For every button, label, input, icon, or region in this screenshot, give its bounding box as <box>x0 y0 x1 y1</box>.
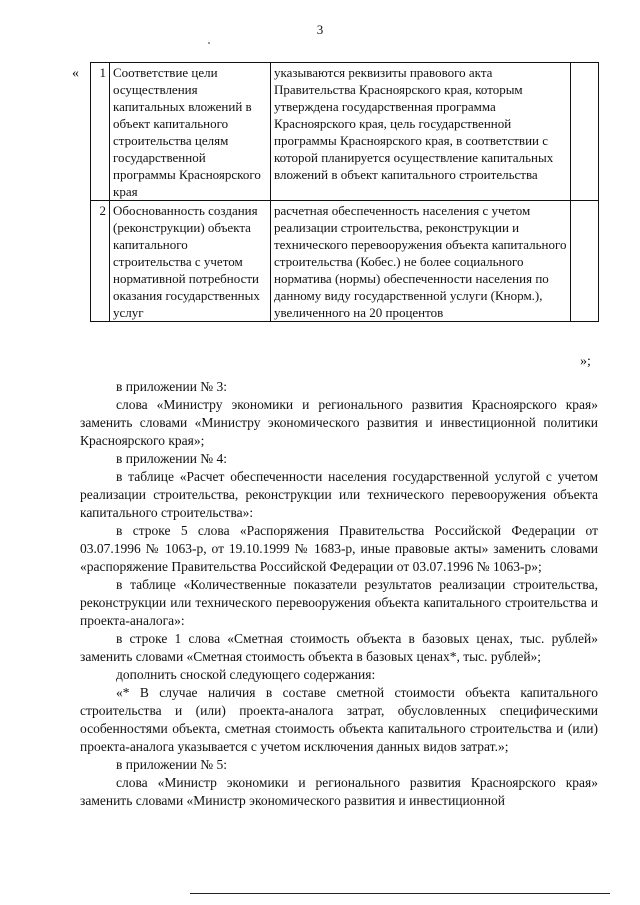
table-row <box>91 201 599 322</box>
paragraph: в строке 5 слова «Распоряжения Правительства Российской Федерации от 03.07.1996 № 1063-р, от 19.10.1999 № 1683-р, иные правовые акты» заменить словами «распоряжение Правительства Российской Федерации от 03.07.1996 № 1063-р»; <box>80 523 598 574</box>
table-row <box>91 63 599 201</box>
criterion-cell: Соответствие цели осуществления капитальных вложений в объект капитального строительства целям государственной программы Красноярского края <box>110 63 271 201</box>
paragraph: слова «Министру экономики и регионального развития Красноярского края» заменить словами «Министру экономического развития и инвестиционной политики Красноярского края»; <box>80 397 598 448</box>
empty-cell <box>571 63 599 201</box>
row-number: 2 <box>91 201 110 322</box>
scan-speck <box>208 42 210 44</box>
paragraph: в строке 1 слова «Сметная стоимость объекта в базовых ценах, тыс. рублей» заменить словами «Сметная стоимость объекта в базовых ценах*, тыс. рублей»; <box>80 631 598 664</box>
row-number: 1 <box>91 63 110 201</box>
page-bottom-rule <box>190 893 610 894</box>
paragraph: слова «Министр экономики и регионального развития Красноярского края» заменить словами «Министр экономического развития и инвестиционной <box>80 775 598 808</box>
opening-quote: « <box>72 66 79 81</box>
paragraph: в таблице «Количественные показатели результатов реализации строительства, реконструкции или технического перевооружения объекта капитального строительства и проекта-аналога»: <box>80 577 598 628</box>
page-number: 3 <box>316 22 324 37</box>
amendment-text <box>80 378 598 810</box>
paragraph: в приложении № 5: <box>116 757 228 772</box>
criteria-table <box>90 62 599 322</box>
description-cell: указываются реквизиты правового акта Правительства Красноярского края, которым утверждена государственная программа Красноярского края, цель государственной программы Красноярского края, в соответствии с которой планируется осуществление капитальных вложений в объект капитального строительства <box>271 63 571 201</box>
paragraph: в таблице «Расчет обеспеченности населения государственной услугой с учетом реализации строительства, реконструкции или технического перевооружения объекта капитального строительства»: <box>80 469 598 520</box>
criterion-cell: Обоснованность создания (реконструкции) объекта капитального строительства с учетом нормативной потребности оказания государственных услуг <box>110 201 271 322</box>
paragraph: в приложении № 3: <box>116 379 228 394</box>
description-cell: расчетная обеспеченность населения с учетом реализации строительства, реконструкции и технического перевооружения объекта капитального строительства (Кобес.) не более социального норматива (нормы) обеспеченности населения по данному виду государственной услуги (Кнорм.), увеличенного на 20 процентов <box>271 201 571 322</box>
closing-quote: »; <box>580 354 591 369</box>
paragraph: в приложении № 4: <box>116 451 228 466</box>
empty-cell <box>571 201 599 322</box>
paragraph: «* В случае наличия в составе сметной стоимости объекта капитального строительства и (или) проекта-аналога затрат, обусловленных специфическими особенностями объекта, сметная стоимость объекта капитального строительства и (или) проекта-аналога указывается с учетом исключения данных видов затрат.»; <box>80 685 598 754</box>
paragraph: дополнить сноской следующего содержания: <box>116 667 376 682</box>
